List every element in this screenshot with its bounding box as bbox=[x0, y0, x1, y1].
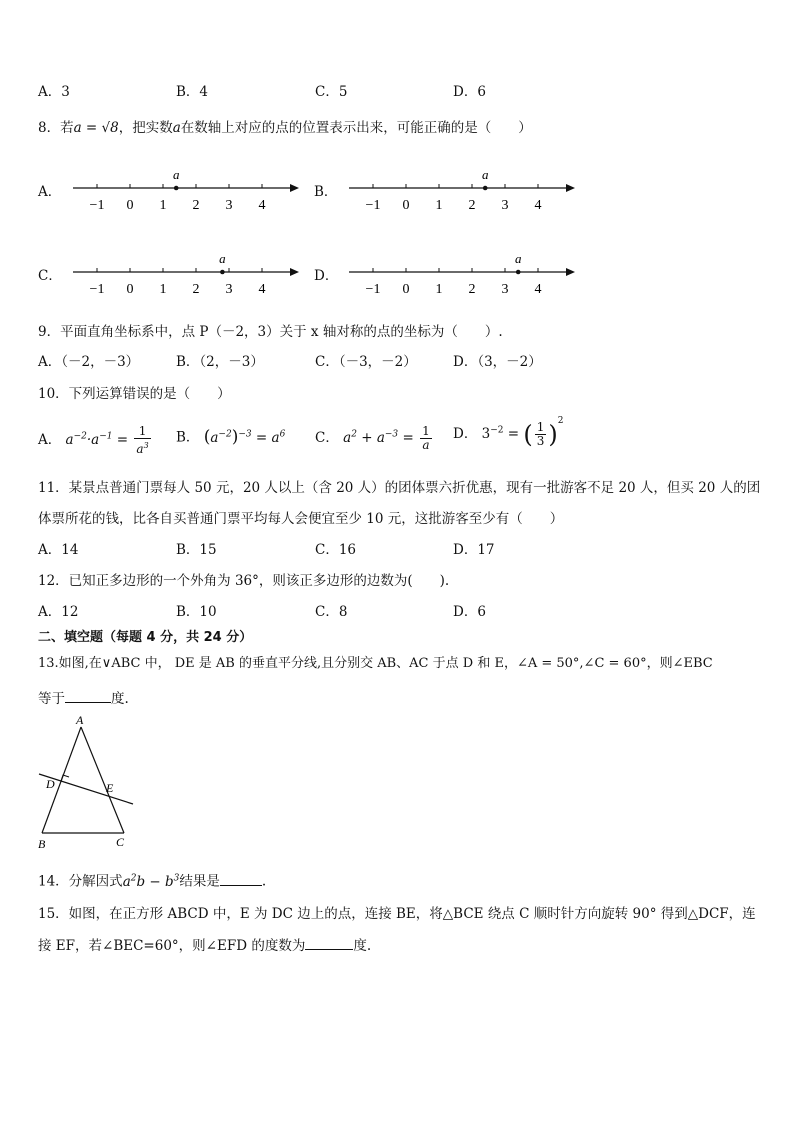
q10-option-b-formula: $(a^{-2})^{-3} = a^6$ bbox=[203, 426, 286, 447]
axis-arrow bbox=[290, 268, 299, 276]
question-11-line-2: 体票所花的钱，比各自买普通门票平均每人会便宜至少 10 元，这批游客至少有（ ） bbox=[38, 511, 564, 527]
q8-option-a-label: A． bbox=[38, 184, 62, 200]
q10-option-d bbox=[453, 415, 564, 449]
q12-option-a: A．12 bbox=[38, 604, 79, 620]
q7-option-b: B．4 bbox=[176, 84, 209, 100]
axis-arrow bbox=[566, 184, 575, 192]
tick-label: 1 bbox=[435, 282, 443, 297]
q10-option-a-fraction: $\frac{1}{a^3}$ bbox=[136, 424, 149, 456]
q10-option-a bbox=[38, 425, 153, 456]
question-15-line-2 bbox=[38, 935, 371, 955]
tick-label: 3 bbox=[501, 198, 509, 213]
q13-answer-blank[interactable] bbox=[65, 688, 111, 703]
q13-triangle-figure bbox=[30, 712, 150, 854]
tick-label: 4 bbox=[534, 282, 542, 297]
question-13-line-1: 13.如图,在∨ABC 中， DE 是 AB 的垂直平分线,且分别交 AB、AC 于点 D 和 E，∠A = 50°,∠C = 60°，则∠EBC bbox=[38, 656, 713, 671]
question-11-line-1: 11．某景点普通门票每人 50 元，20 人以上（含 20 人）的团体票六折优惠，现有一批游客不足 20 人，但买 20 人的团 bbox=[38, 480, 761, 496]
q12-option-d: D．6 bbox=[453, 604, 486, 620]
q10-option-c-formula: $a^2 + a^{-3}$ = bbox=[343, 429, 419, 446]
q15-prefix: 接 EF，若∠BEC=60°，则∠EFD 的度数为 bbox=[38, 938, 306, 954]
q8-expr: a = √8 bbox=[73, 120, 119, 136]
q14-suffix: . bbox=[261, 873, 267, 890]
figure-label-d: D bbox=[46, 777, 55, 791]
question-12-stem: 12．已知正多边形的一个外角为 36°，则该正多边形的边数为( ). bbox=[38, 573, 450, 589]
q13-suffix: 度. bbox=[111, 691, 129, 707]
point-a-label: a bbox=[172, 167, 180, 182]
q10-option-d-label: D． bbox=[453, 426, 478, 442]
q8-text2: 在数轴上对应的点的位置表示出来，可能正确的是（ ） bbox=[180, 120, 532, 136]
tick-label: 3 bbox=[501, 282, 509, 297]
point-a-dot bbox=[516, 270, 521, 275]
q15-answer-blank[interactable] bbox=[305, 935, 353, 950]
q10-option-a-label: A． bbox=[38, 432, 62, 448]
figure-label-c: C bbox=[116, 835, 125, 849]
tick-label: 2 bbox=[192, 198, 200, 213]
q9-option-c: C．（－3，－2） bbox=[315, 354, 417, 370]
q10-option-b bbox=[176, 425, 285, 447]
q14-expression: $a^2b - b^3$ bbox=[122, 873, 180, 890]
tick-label: 2 bbox=[192, 282, 200, 297]
q10-option-c bbox=[315, 425, 434, 452]
tick-label: −1 bbox=[89, 198, 105, 213]
figure-label-a: A bbox=[76, 713, 84, 727]
q14-answer-blank[interactable] bbox=[220, 871, 262, 886]
q10-option-b-label: B． bbox=[176, 429, 200, 446]
figure-label-b: B bbox=[38, 837, 46, 851]
tick-label: 2 bbox=[468, 198, 476, 213]
q9-option-a: A．（－2，－3） bbox=[38, 354, 140, 370]
question-13-line-2 bbox=[38, 688, 129, 708]
q8-option-d-label: D． bbox=[314, 268, 339, 284]
axis-arrow bbox=[566, 268, 575, 276]
tick-label: 4 bbox=[258, 282, 266, 297]
tick-label: 3 bbox=[225, 282, 233, 297]
tick-label: 0 bbox=[126, 282, 134, 297]
q7-option-c: C．5 bbox=[315, 84, 348, 100]
q8-number-line-c bbox=[65, 248, 305, 298]
q7-option-d: D．6 bbox=[453, 84, 486, 100]
tick-label: −1 bbox=[365, 282, 381, 297]
tick-label: 0 bbox=[402, 198, 410, 213]
point-a-label: a bbox=[219, 251, 226, 266]
q10-option-a-formula: $a^{-2}\cdot a^{-1}$ = bbox=[65, 431, 133, 448]
question-10-stem: 10．下列运算错误的是（ ） bbox=[38, 386, 231, 402]
tick-label: 1 bbox=[159, 198, 167, 213]
question-14 bbox=[38, 869, 266, 891]
section-2-heading: 二、填空题（每题 4 分，共 24 分） bbox=[38, 630, 253, 645]
question-15-line-1: 15．如图，在正方形 ABCD 中，E 为 DC 边上的点，连接 BE，将△BCE 绕点 C 顺时针方向旋转 90° 得到△DCF，连 bbox=[38, 906, 756, 922]
q7-option-a: A．3 bbox=[38, 84, 70, 100]
q11-option-d: D．17 bbox=[453, 542, 495, 558]
tick-label: −1 bbox=[365, 198, 381, 213]
q11-option-b: B．15 bbox=[176, 542, 217, 558]
figure-label-e: E bbox=[106, 781, 114, 795]
point-a-dot bbox=[483, 186, 488, 191]
q8-number-line-d bbox=[341, 248, 581, 298]
q14-prefix: 14．分解因式 bbox=[38, 873, 123, 890]
tick-label: 2 bbox=[468, 282, 476, 297]
q12-option-c: C．8 bbox=[315, 604, 348, 620]
tick-label: 3 bbox=[225, 198, 233, 213]
q11-option-c: C．16 bbox=[315, 542, 357, 558]
q8-number-line-a bbox=[65, 164, 305, 214]
q9-option-d: D．（3，－2） bbox=[453, 354, 542, 370]
q13-prefix: 等于 bbox=[38, 691, 65, 707]
q12-option-b: B．10 bbox=[176, 604, 217, 620]
tick-label: 4 bbox=[258, 198, 266, 213]
q14-mid: 结果是 bbox=[179, 873, 220, 890]
q11-option-a: A．14 bbox=[38, 542, 79, 558]
q10-option-d-formula: $3^{-2}$ = ( $\frac{1}{3}$ )$^2$ bbox=[481, 415, 564, 449]
tick-label: 1 bbox=[435, 198, 443, 213]
tick-label: −1 bbox=[89, 282, 105, 297]
q8-prefix: 8．若 bbox=[38, 120, 74, 136]
q8-text: ，把实数 bbox=[118, 120, 173, 136]
question-9-stem: 9．平面直角坐标系中，点 P（－2，3）关于 x 轴对称的点的坐标为（ ）. bbox=[38, 324, 503, 340]
q10-option-c-fraction: $\frac{1}{a}$ bbox=[422, 424, 430, 452]
q10-option-c-label: C． bbox=[315, 430, 339, 446]
tick-label: 1 bbox=[159, 282, 167, 297]
tick-label: 0 bbox=[402, 282, 410, 297]
axis-arrow bbox=[290, 184, 299, 192]
q8-var: a bbox=[172, 120, 181, 136]
question-8-stem bbox=[38, 119, 532, 137]
tick-label: 4 bbox=[534, 198, 542, 213]
q8-number-line-b bbox=[341, 164, 581, 214]
q9-option-b: B．（2，－3） bbox=[176, 354, 264, 370]
point-a-label: a bbox=[481, 167, 489, 182]
q8-option-c-label: C． bbox=[38, 268, 62, 284]
point-a-dot bbox=[220, 270, 225, 275]
q8-option-b-label: B． bbox=[314, 184, 338, 200]
point-a-dot bbox=[174, 186, 179, 191]
tick-label: 0 bbox=[126, 198, 134, 213]
point-a-label: a bbox=[514, 251, 522, 266]
q15-suffix: 度. bbox=[353, 938, 372, 954]
